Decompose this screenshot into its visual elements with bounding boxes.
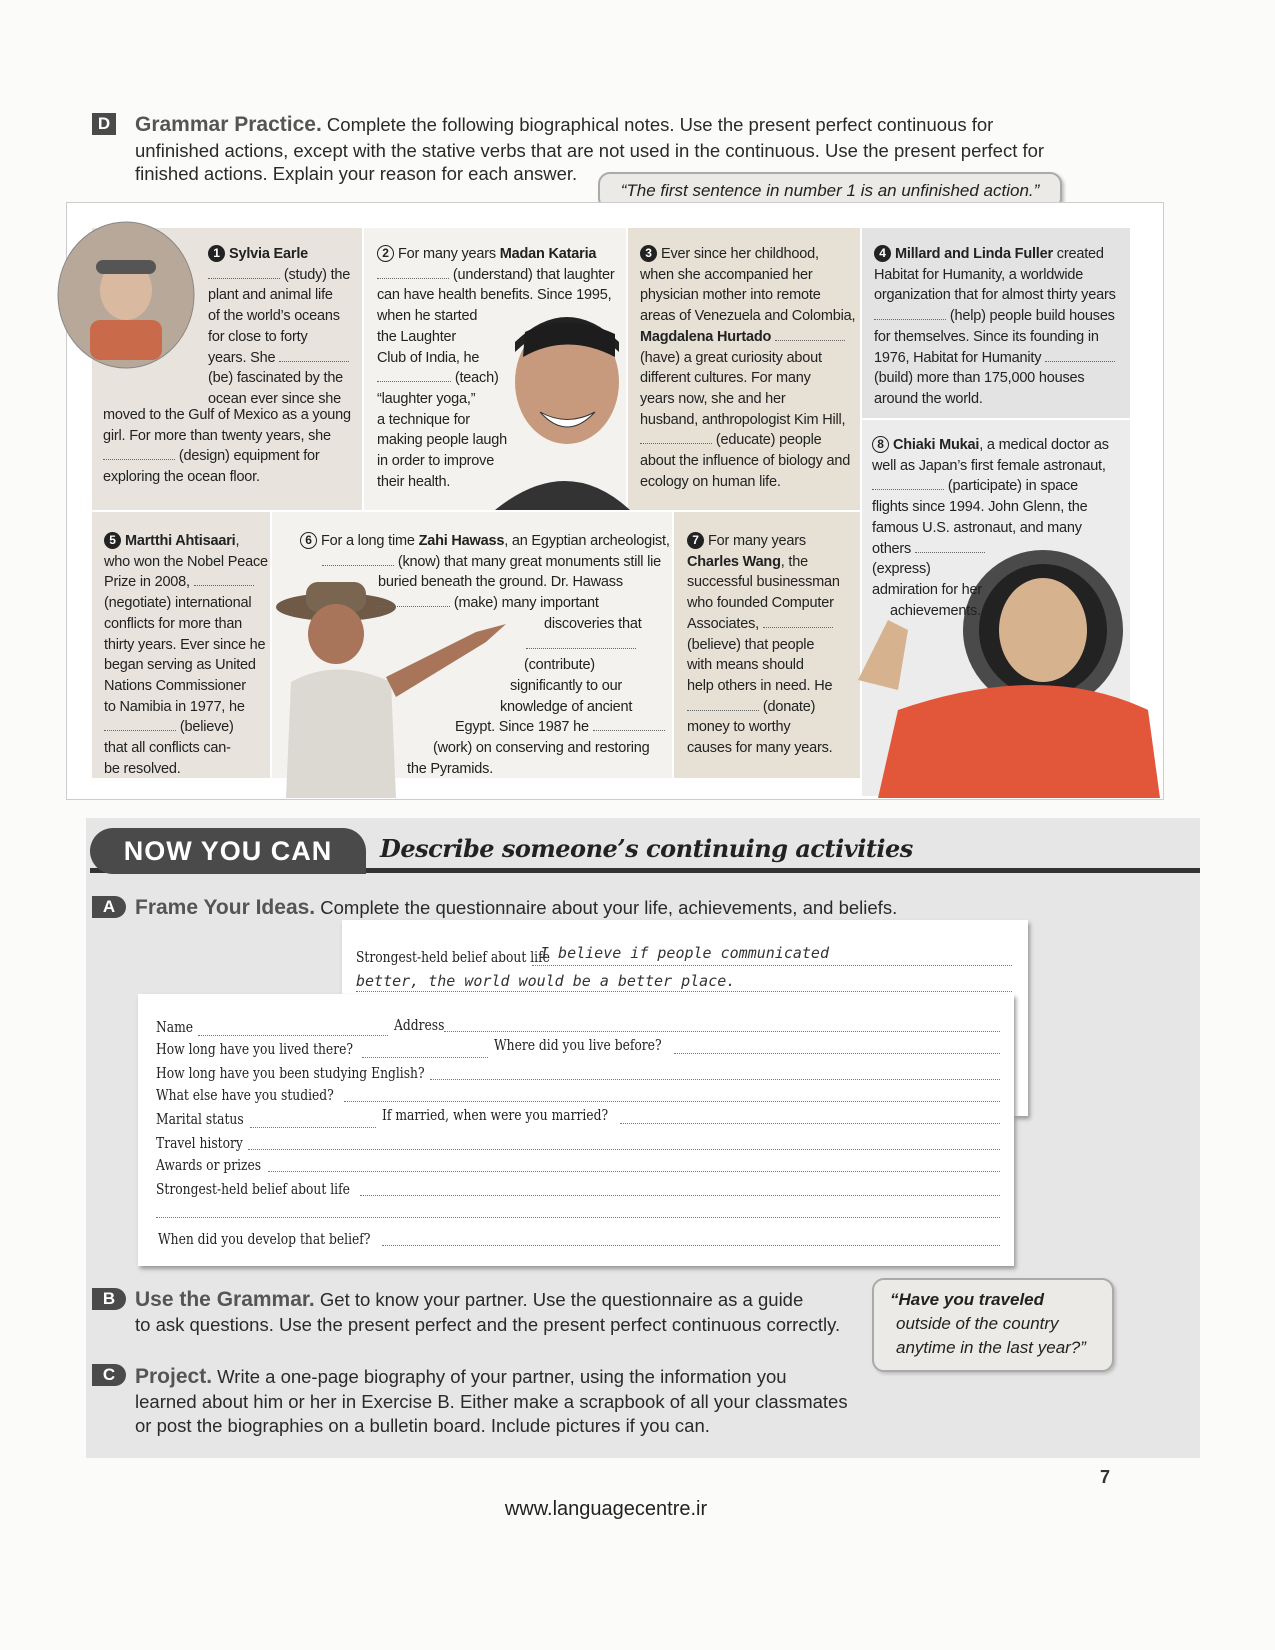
bubble-line-1: “Have you traveled — [890, 1290, 1045, 1309]
card-8-text: others — [872, 540, 912, 557]
card-1 — [208, 244, 363, 410]
page-number: 7 — [1100, 1467, 1111, 1487]
example-line — [532, 964, 1012, 966]
card-1-name: Sylvia Earle — [229, 246, 309, 262]
card-3-text: Ever since her childhood, — [661, 246, 819, 262]
card-4-number: 4 — [874, 245, 891, 262]
card-2 — [377, 244, 622, 492]
studying-english-field[interactable] — [430, 1078, 1000, 1080]
form-develop-label: When did you develop that belief? — [158, 1230, 371, 1248]
card-4-text: Habitat for Humanity, a worldwide — [874, 266, 1084, 283]
card-7-text: For many years — [708, 533, 806, 549]
card-7-text: money to worthy — [687, 719, 791, 736]
card-3-text: (educate) people — [715, 432, 822, 449]
card-2-text: when he started — [377, 308, 478, 325]
card-7-text: who founded Computer — [687, 595, 834, 612]
card-1-text: (design) equipment for — [178, 448, 320, 465]
answer-blank[interactable] — [377, 266, 449, 279]
card-1-text: plant and animal life — [208, 287, 333, 304]
answer-blank[interactable] — [194, 573, 254, 586]
card-2-text: Club of India, he — [377, 349, 480, 366]
travel-history-field[interactable] — [248, 1148, 1000, 1150]
answer-blank[interactable] — [640, 431, 712, 444]
section-a-instructions — [135, 896, 897, 920]
card-4-text: around the world. — [874, 390, 983, 407]
card-3-text: about the influence of biology and — [640, 453, 851, 470]
address-field[interactable] — [444, 1030, 1000, 1032]
card-4-text: 1976, Habitat for Humanity — [874, 349, 1042, 366]
card-2-text: the Laughter — [377, 328, 457, 345]
married-when-field[interactable] — [620, 1122, 1000, 1124]
card-6-number: 6 — [300, 532, 317, 549]
bubble-line-2: outside of the country — [896, 1314, 1059, 1333]
card-7-text: causes for many years. — [687, 740, 833, 757]
section-d-line2: unfinished actions, except with the stative verbs that are not used in the continuous. Use the present perfect for — [135, 140, 1045, 161]
section-a-title: Frame Your Ideas. — [135, 896, 316, 919]
bubble-line-3: anytime in the last year?” — [896, 1338, 1086, 1357]
card-3-text: areas of Venezuela and Colombia, — [640, 308, 856, 325]
answer-blank[interactable] — [103, 447, 175, 460]
answer-blank[interactable] — [377, 369, 451, 382]
card-5-name: Martthi Ahtisaari — [125, 533, 236, 549]
answer-blank[interactable] — [1045, 349, 1115, 362]
card-1-text: exploring the ocean floor. — [103, 469, 260, 486]
lived-before-field[interactable] — [674, 1052, 1000, 1054]
card-6-text: For a long time — [321, 533, 415, 549]
card-5-text: thirty years. Ever since he — [104, 636, 266, 653]
card-1-text: (study) the — [283, 266, 351, 283]
answer-blank[interactable] — [763, 615, 833, 628]
example-line — [356, 990, 1012, 992]
card-5-text: who won the Nobel Peace — [104, 553, 268, 570]
section-b-instructions — [135, 1288, 803, 1312]
section-d-instructions — [135, 113, 1135, 137]
form-name-label: Name — [156, 1018, 194, 1036]
answer-blank[interactable] — [874, 307, 946, 320]
marital-status-field[interactable] — [250, 1126, 376, 1128]
card-1-text: years. She — [208, 349, 276, 366]
answer-blank[interactable] — [526, 636, 636, 649]
card-4 — [874, 244, 1126, 410]
section-c-title: Project. — [135, 1365, 213, 1388]
card-6-name: Zahi Hawass — [418, 533, 505, 549]
section-b-letter: B — [92, 1288, 126, 1310]
card-5-text: be resolved. — [104, 760, 181, 777]
card-8 — [872, 435, 1124, 621]
card-8-text: (participate) in space — [947, 478, 1079, 495]
card-1-number: 1 — [208, 245, 225, 262]
questionnaire-form — [138, 994, 1014, 1266]
card-1-continued — [103, 405, 361, 488]
card-3-text: different cultures. For many — [640, 370, 811, 387]
card-1-text: ocean ever since she — [208, 390, 342, 407]
section-c-letter: C — [92, 1364, 126, 1386]
card-1-text: for close to forty — [208, 328, 308, 345]
example-handwriting-2: better, the world would be a better place. — [356, 972, 736, 990]
section-d-line3: finished actions. Explain your reason for each answer. — [135, 163, 578, 184]
card-5-number: 5 — [104, 532, 121, 549]
card-5: 5 Martthi Ahtisaari, who won the Nobel Peace Prize in 2008, (negotiate) international conflicts for more than thirty years. Ever since he began serving as United Nations Commissioner to Namibia in 1977, he (believe) that all conflicts can- be resolved. — [104, 531, 270, 779]
section-d-letter: D — [92, 113, 116, 135]
card-2-name: Madan Kataria — [499, 246, 597, 262]
card-5-text: conflicts for more than — [104, 615, 243, 632]
card-4-text: organization that for almost thirty years — [874, 287, 1116, 304]
belief-field-line-2[interactable] — [156, 1216, 1000, 1218]
form-studying-label: How long have you been studying English? — [156, 1064, 425, 1082]
card-6-text: (contribute) — [524, 657, 595, 674]
card-4-text: for themselves. Since its founding in — [874, 328, 1099, 345]
card-3-text: years now, she and her — [640, 390, 786, 407]
card-7: 7 For many years Charles Wang, the successful businessman who founded Computer Associates, (believe) that people with means should help others in need. He (donate) money to worthy causes for many years. — [687, 531, 859, 759]
card-6-text: knowledge of ancient — [500, 698, 633, 715]
card-5-text: Nations Commissioner — [104, 677, 246, 694]
card-5-text: that all conflicts can- — [104, 740, 231, 757]
card-6-text: (make) many important — [453, 595, 599, 612]
form-travel-label: Travel history — [156, 1134, 243, 1152]
answer-blank[interactable] — [378, 594, 450, 607]
section-d-title: Grammar Practice. — [135, 113, 322, 136]
card-7-text: with means should — [687, 657, 804, 674]
card-7-text: (donate) — [762, 698, 816, 715]
card-1-text: of the world’s oceans — [208, 308, 340, 325]
card-3-text: when she accompanied her — [640, 266, 813, 283]
card-4-text: (help) people build houses — [949, 308, 1115, 325]
section-b-title: Use the Grammar. — [135, 1288, 315, 1311]
card-2-text: can have health benefits. Since 1995, — [377, 287, 612, 304]
card-6-text: , an Egyptian archeologist, — [504, 533, 670, 549]
card-2-text: For many years — [398, 246, 496, 262]
card-7-text: Associates, — [687, 615, 759, 632]
awards-field[interactable] — [268, 1170, 1000, 1172]
section-c-instructions — [135, 1365, 787, 1389]
card-2-text: making people laugh — [377, 432, 508, 449]
card-8-text: achievements. — [890, 602, 981, 619]
form-address-label: Address — [394, 1016, 445, 1034]
studied-field[interactable] — [344, 1100, 1000, 1102]
form-married-label: If married, when were you married? — [382, 1106, 609, 1124]
example-speech-bubble: “The first sentence in number 1 is an unfinished action.” — [598, 172, 1062, 210]
card-6-text: (work) on conserving and restoring — [433, 740, 650, 757]
example-belief-label: Strongest-held belief about life — [356, 948, 550, 966]
card-3-text: (have) a great curiosity about — [640, 349, 822, 366]
card-8-text: well as Japan’s first female astronaut, — [872, 457, 1106, 474]
card-3-text: husband, anthropologist Kim Hill, — [640, 411, 846, 428]
card-5-text: Prize in 2008, — [104, 574, 190, 591]
card-8-text: (express) — [872, 561, 931, 578]
card-5-text: (negotiate) international — [104, 595, 252, 612]
card-6-text: (know) that many great monuments still lie — [397, 553, 662, 570]
card-7-text: successful businessman — [687, 574, 840, 591]
card-6-text: significantly to our — [510, 677, 623, 694]
form-awards-label: Awards or prizes — [156, 1156, 262, 1174]
now-you-can-title: Describe someone’s continuing activities — [380, 834, 913, 863]
develop-belief-field[interactable] — [382, 1244, 1000, 1246]
footer-url[interactable]: www.languagecentre.ir — [504, 1498, 708, 1520]
section-b-line1: Get to know your partner. Use the questionnaire as a guide — [319, 1289, 804, 1310]
card-8-text: admiration for her — [872, 581, 983, 598]
card-6-text: Egypt. Since 1987 he — [455, 719, 589, 736]
card-2-text: “laughter yoga,” — [377, 390, 476, 407]
card-8-text: , a medical doctor as — [979, 437, 1109, 453]
form-before-label: Where did you live before? — [494, 1036, 662, 1054]
section-d-line1: Complete the following biographical notes. Use the present perfect continuous for — [326, 114, 994, 135]
section-b-line2: to ask questions. Use the present perfect and the present perfect continuous correctly. — [135, 1314, 841, 1335]
section-c-line3: or post the biographies on a bulletin board. Include pictures if you can. — [135, 1415, 710, 1436]
answer-blank[interactable] — [687, 698, 759, 711]
card-7-text: (believe) that people — [687, 636, 815, 653]
name-field[interactable] — [198, 1034, 388, 1036]
card-5-text: began serving as United — [104, 657, 256, 674]
answer-blank[interactable] — [208, 266, 280, 279]
card-3-text: physician mother into remote — [640, 287, 821, 304]
answer-blank[interactable] — [322, 553, 394, 566]
card-1-text: moved to the Gulf of Mexico as a young — [103, 407, 351, 423]
answer-blank[interactable] — [915, 540, 985, 553]
now-you-can-tag: NOW YOU CAN — [90, 828, 366, 874]
form-marital-label: Marital status — [156, 1110, 244, 1128]
card-5-text: to Namibia in 1977, he — [104, 698, 245, 715]
answer-blank[interactable] — [593, 718, 665, 731]
card-4-name: Millard and Linda Fuller — [895, 246, 1053, 262]
card-8-text: flights since 1994. John Glenn, the — [872, 499, 1088, 516]
form-studied-label: What else have you studied? — [156, 1086, 334, 1104]
card-4-text: (build) more than 175,000 houses — [874, 370, 1085, 387]
card-8-text: famous U.S. astronaut, and many — [872, 519, 1082, 536]
section-a-letter: A — [92, 896, 126, 918]
belief-field[interactable] — [360, 1194, 1000, 1196]
card-6 — [300, 531, 670, 779]
card-5-text: (believe) — [179, 719, 234, 736]
card-2-text: (understand) that laughter — [452, 266, 615, 283]
card-3-text: ecology on human life. — [640, 473, 781, 490]
card-8-name: Chiaki Mukai — [893, 437, 980, 453]
lived-there-field[interactable] — [362, 1056, 488, 1058]
card-2-number: 2 — [377, 245, 394, 262]
card-8-number: 8 — [872, 436, 889, 453]
card-7-number: 7 — [687, 532, 704, 549]
card-3-name: Magdalena Hurtado — [640, 328, 772, 345]
question-speech-bubble — [872, 1278, 1114, 1372]
answer-blank[interactable] — [775, 328, 845, 341]
card-6-text: buried beneath the ground. Dr. Hawass — [378, 574, 623, 591]
card-2-text: their health. — [377, 473, 451, 490]
answer-blank[interactable] — [872, 477, 944, 490]
section-c-line1: Write a one-page biography of your partner, using the information you — [217, 1366, 787, 1387]
card-1-text: girl. For more than twenty years, she — [103, 427, 331, 444]
card-6-text: discoveries that — [544, 615, 642, 632]
form-belief-label: Strongest-held belief about life — [156, 1180, 350, 1198]
card-2-text: in order to improve — [377, 453, 495, 470]
section-a-text: Complete the questionnaire about your life, achievements, and beliefs. — [320, 897, 898, 918]
answer-blank[interactable] — [279, 349, 349, 362]
card-6-text: the Pyramids. — [407, 760, 494, 777]
card-7-name: Charles Wang — [687, 553, 781, 570]
section-c-line2: learned about him or her in Exercise B. Either make a scrapbook of all your classmates — [135, 1391, 848, 1412]
sylvia-earle-photo — [56, 220, 196, 370]
example-handwriting-1: I believe if people communicated — [540, 944, 829, 962]
card-2-text: a technique for — [377, 411, 470, 428]
card-7-text: help others in need. He — [687, 677, 833, 694]
card-3-number: 3 — [640, 245, 657, 262]
card-1-text: (be) fascinated by the — [208, 370, 344, 387]
answer-blank[interactable] — [104, 718, 176, 731]
form-lived-label: How long have you lived there? — [156, 1040, 353, 1058]
card-2-text: (teach) — [454, 370, 499, 387]
card-3 — [640, 244, 858, 492]
card-4-text: created — [1056, 246, 1104, 262]
